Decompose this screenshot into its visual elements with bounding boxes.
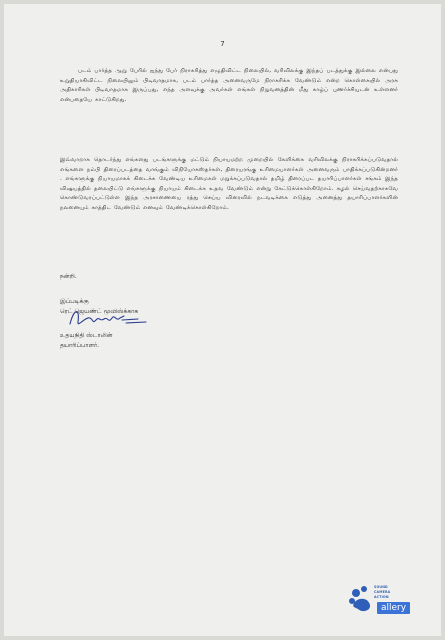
document-page bbox=[4, 4, 441, 636]
signatory-name: உதயநிதி ஸ்டாலின் bbox=[60, 332, 113, 339]
watermark-text-camera: CAMERA bbox=[374, 590, 391, 594]
signatory-designation: தயாரிப்பாளர். bbox=[60, 342, 100, 349]
watermark-gallery-label: allery bbox=[377, 602, 410, 614]
company-line: ரெட் ஜெயண்ட் மூவிஸ்க்காக bbox=[60, 308, 139, 315]
regards-line: இப்படிக்கு bbox=[60, 298, 89, 305]
thanks-line: நன்றி. bbox=[60, 273, 77, 280]
paragraph-1: படம் பார்த்த ஆறு பேரில் ஐந்து பேர் நிராகரித்து எழுதிவிட்ட நிலையில், வரிவிலக்கு இந்தப் படத்துக்கு இல்லை என்பது உறுதியாகிவிட்ட நிலையிலும் பிடிவாதமாக, படம் பார்த்த அனைவருமே நிராகரிக்க வேண்டும் என்ற கொள்கையில் அரசு அதிகாரிகள் பிடிவாதமாக இருப்பது, எந்த அளவுக்கு அவர்கள் எங்கள் நிறுவனத்தின் மீது காழ்ப் புணர்ச்சியுடன் உள்ளனர் என்பதையே காட்டுகிறது. bbox=[60, 68, 398, 103]
handwritten-signature bbox=[66, 302, 156, 332]
watermark-text-sound: SOUND bbox=[374, 585, 388, 589]
page-number: 7 bbox=[220, 40, 225, 48]
watermark-text-action: ACTION bbox=[374, 595, 389, 599]
paragraph-2: இவ்வாறாக தொடர்ந்து எங்களது படங்களுக்கு மட்டும் நியாயமற்ற முறையில் கேளிக்கை வரிவிலக்கு நிராகரிக்கப்படுவதால் எங்களை நம்பி திரைப்படத்தை வாங்கும் விநியோகஸ்தர்கள், திரையரங்கு உரிமையாளர்கள் அனைவரும் பாதிக்கப்படுகின்றனர் . எங்களுக்கு நியாயமாகக் கிடைக்க வேண்டிய உரிமைகள் மறுக்கப்படுவதால் தமிழ் திரைப்பட தயாரிப்பாளர்கள் சங்கம் இந்த விஷயத்தில் தலையிட்டு எங்களுக்கு நியாயம் கிடைக்க உதவ வேண்டும் என்று கேட்டுக்கொள்கிறோம். கழல் செய்வதற்காகவே கொண்டுவரப்பட்டுள்ள இந்த அரசாணையை ரத்து செய்ய விரைவில் நடவடிக்கை எடுத்து அனைத்து தயாரிப்பாளர்களின் நலனையும் காத்திட வேண்டும் எனவும் வேண்டிக்கொள்கிறோம். bbox=[60, 157, 398, 211]
